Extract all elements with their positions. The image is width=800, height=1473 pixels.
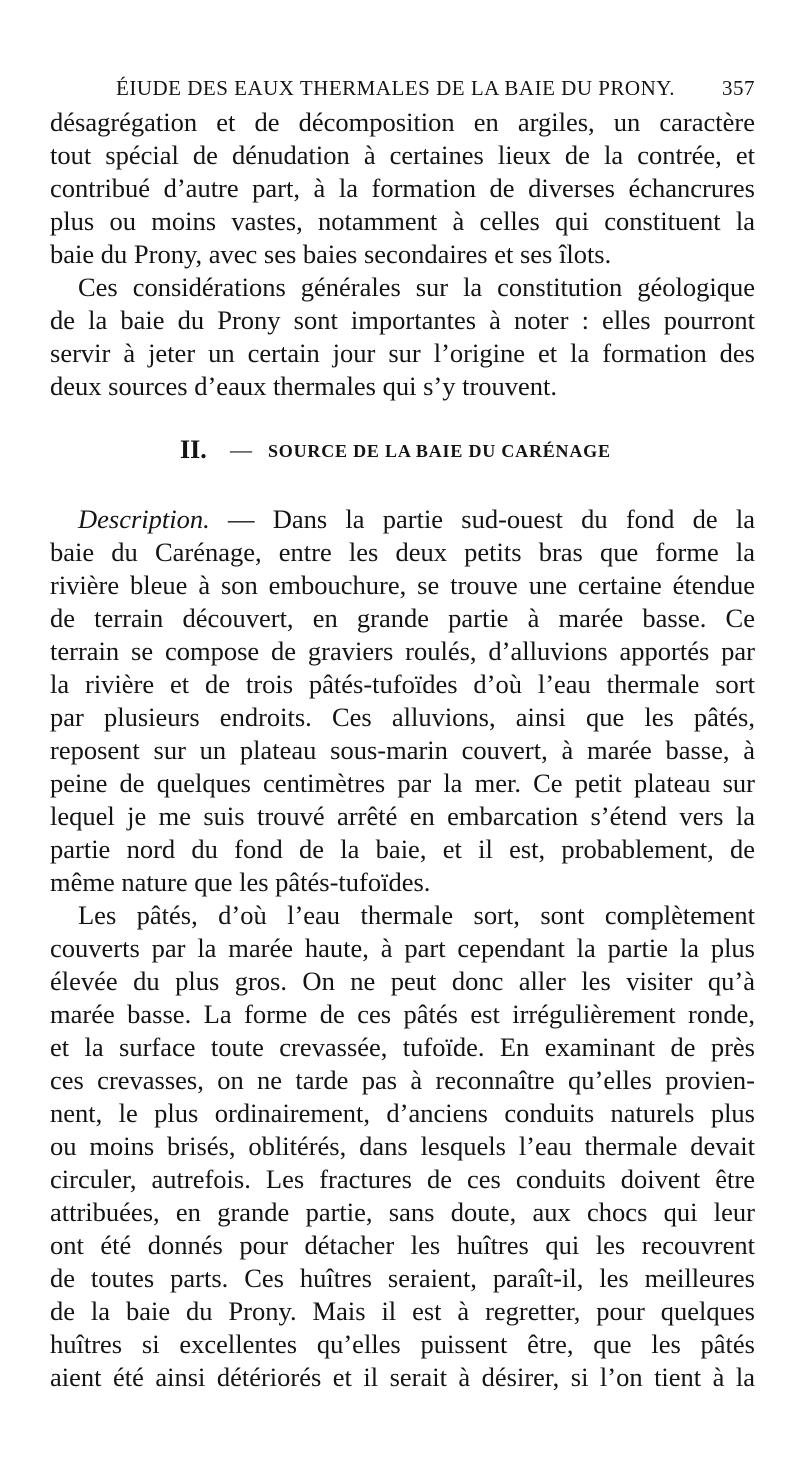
- book-page: [50, 66, 755, 1394]
- text-line: attribuées, en grande partie, sans doute, aux chocs qui leur: [50, 1197, 755, 1227]
- text-line: baie du Carénage, entre les deux petits bras que forme la: [50, 537, 755, 567]
- text-line: servir à jeter un certain jour sur l’origine et la formation des: [50, 338, 755, 368]
- text-line: la rivière et de trois pâtés-tufoïdes d’où l’eau thermale sort: [50, 669, 755, 699]
- section-number: II.: [180, 435, 207, 464]
- text-line: nent, le plus ordinairement, d’anciens conduits naturels plus: [50, 1098, 755, 1128]
- text-line: de terrain découvert, en grande partie à marée basse. Ce: [50, 603, 755, 633]
- text-line: deux sources d’eaux thermales qui s’y trouvent.: [50, 371, 558, 401]
- first-line-text: — Dans la partie sud-ouest du fond de la: [209, 504, 755, 534]
- text-line: reposent sur un plateau sous-marin couvert, à marée basse, à: [50, 735, 755, 765]
- text-line: circuler, autrefois. Les fractures de ces conduits doivent être: [50, 1164, 755, 1194]
- text-line: huîtres si excellentes qu’elles puissent être, que les pâtés: [50, 1329, 755, 1359]
- text-line: désagrégation et de décomposition en argiles, un caractère: [50, 107, 755, 137]
- section-dash: —: [230, 437, 252, 462]
- text-line: et la surface toute crevassée, tufoïde. En examinant de près: [50, 1032, 755, 1062]
- text-line: ces crevasses, on ne tarde pas à reconnaître qu’elles provien-: [50, 1065, 755, 1095]
- paragraph-2: [50, 271, 755, 403]
- text-line: Ces considérations générales sur la constitution géologique: [78, 272, 755, 302]
- text-line: élevée du plus gros. On ne peut donc aller les visiter qu’à: [50, 966, 755, 996]
- text-line: même nature que les pâtés-tufoïdes.: [50, 867, 431, 897]
- running-header: [50, 66, 755, 106]
- text-line: marée basse. La forme de ces pâtés est irrégulièrement ronde,: [50, 999, 755, 1029]
- section-heading: [50, 433, 755, 473]
- text-line-first: [50, 503, 755, 536]
- text-line: baie du Prony, avec ses baies secondaires et ses îlots.: [50, 239, 612, 269]
- text-line: par plusieurs endroits. Ces alluvions, ainsi que les pâtés,: [50, 702, 755, 732]
- paragraph-4: [50, 899, 755, 1394]
- running-title: ÉIUDE DES EAUX THERMALES DE LA BAIE DU PRONY.: [116, 76, 675, 100]
- description-label: Description.: [78, 504, 210, 534]
- paragraph-3: [50, 503, 755, 899]
- paragraph-1: [50, 106, 755, 271]
- text-line: partie nord du fond de la baie, et il est, probablement, de: [50, 834, 755, 864]
- text-line: lequel je me suis trouvé arrêté en embarcation s’étend vers la: [50, 801, 755, 831]
- text-line: rivière bleue à son embouchure, se trouve une certaine étendue: [50, 570, 755, 600]
- text-line: de la baie du Prony. Mais il est à regretter, pour quelques: [50, 1296, 755, 1326]
- text-line: tout spécial de dénudation à certaines lieux de la contrée, et: [50, 140, 755, 170]
- text-line: peine de quelques centimètres par la mer. Ce petit plateau sur: [50, 768, 755, 798]
- text-line: ont été donnés pour détacher les huîtres qui les recouvrent: [50, 1230, 755, 1260]
- text-line: ou moins brisés, oblitérés, dans lesquels l’eau thermale devait: [50, 1131, 755, 1161]
- text-line: de toutes parts. Ces huîtres seraient, paraît-il, les meilleures: [50, 1263, 755, 1293]
- text-line: terrain se compose de graviers roulés, d’alluvions apportés par: [50, 636, 755, 666]
- text-line: couverts par la marée haute, à part cependant la partie la plus: [50, 933, 755, 963]
- page-number: 357: [722, 76, 755, 100]
- text-line: contribué d’autre part, à la formation de diverses échancrures: [50, 173, 755, 203]
- text-line: plus ou moins vastes, notamment à celles qui constituent la: [50, 206, 755, 236]
- text-line: aient été ainsi détériorés et il serait à désirer, si l’on tient à la: [50, 1362, 755, 1392]
- text-line: Les pâtés, d’où l’eau thermale sort, sont complètement: [78, 900, 755, 930]
- section-title: SOURCE DE LA BAIE DU CARÉNAGE: [268, 441, 611, 461]
- text-line: de la baie du Prony sont importantes à noter : elles pourront: [50, 305, 755, 335]
